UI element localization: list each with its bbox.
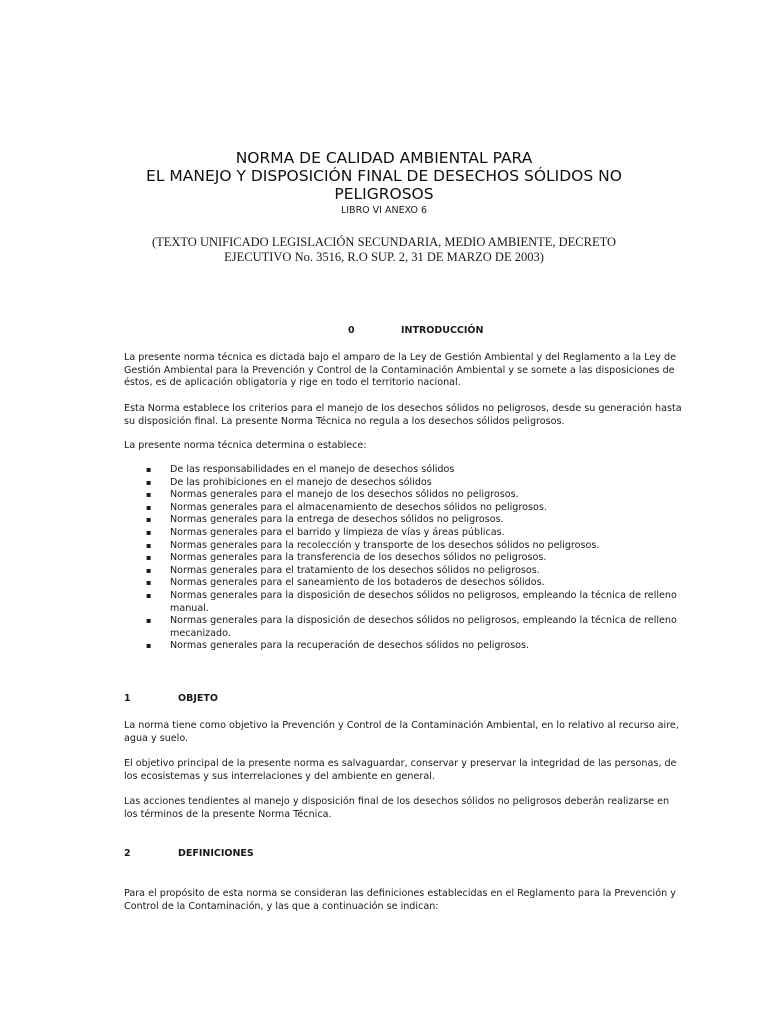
section-heading-intro: INTRODUCCIÓN <box>401 325 484 336</box>
bullet-text: De las responsabilidades en el manejo de desechos sólidos <box>170 464 455 475</box>
bullet-item <box>146 477 726 490</box>
bullet-text: Normas generales para la disposición de desechos sólidos no peligrosos, empleando la técnica de relleno manual. <box>170 589 677 614</box>
bullet-text: De las prohibiciones en el manejo de desechos sólidos <box>170 476 432 488</box>
section-heading-objeto: OBJETO <box>178 693 218 704</box>
bullet-text: Normas generales para la transferencia de los desechos sólidos no peligrosos. <box>170 552 547 564</box>
intro-paragraph-1: La presente norma técnica es dictada bajo el amparo de la Ley de Gestión Ambiental y del Reglamento a la Ley de Gestión Ambiental para la Prevención y Control de la Contaminación Ambiental y se somete a las disposiciones de éstos, es de aplicación obligatoria y rige en todo el territorio nacional. <box>124 352 677 389</box>
bullet-text: Normas generales para el barrido y limpieza de vías y áreas públicas. <box>170 526 505 538</box>
bullet-item <box>146 489 726 502</box>
objeto-paragraph-1: La norma tiene como objetivo la Prevención y Control de la Contaminación Ambiental, en lo relativo al recurso aire, agua y suelo. <box>124 720 679 744</box>
bullet-text: Normas generales para la disposición de desechos sólidos no peligrosos, empleando la técnica de relleno mecanizado. <box>170 615 677 639</box>
bullet-item <box>146 590 726 615</box>
section-number-definiciones: 2 <box>124 848 131 859</box>
bullet-square-icon: ▪ <box>146 540 152 550</box>
section-number-objeto: 1 <box>124 693 131 704</box>
bullet-text: Normas generales para la entrega de desechos sólidos no peligrosos. <box>170 514 504 526</box>
bullet-item <box>146 527 726 540</box>
bullet-square-icon: ▪ <box>146 527 152 537</box>
section-heading-definiciones: DEFINICIONES <box>178 848 254 859</box>
bullet-square-icon: ▪ <box>146 641 152 651</box>
bullet-square-icon: ▪ <box>146 465 152 474</box>
legislation-reference: (TEXTO UNIFICADO LEGISLACIÓN SECUNDARIA, MEDIO AMBIENTE, DECRETO EJECUTIVO No. 3516, R.O SUP. 2, 31 DE MARZO DE 2003) <box>151 235 617 264</box>
intro-paragraph-2: Esta Norma establece los criterios para el manejo de los desechos sólidos no peligrosos, desde su generación hasta su disposición final. La presente Norma Técnica no regula a los desechos sólidos peligrosos. <box>124 403 682 427</box>
document-title-line-1: NORMA DE CALIDAD AMBIENTAL PARA <box>235 149 533 167</box>
bullet-square-icon: ▪ <box>146 502 152 512</box>
document-title-line-2: EL MANEJO Y DISPOSICIÓN FINAL DE DESECHOS SÓLIDOS NO <box>146 167 622 185</box>
bullet-square-icon: ▪ <box>146 565 152 575</box>
definiciones-paragraph-1: Para el propósito de esta norma se consideran las definiciones establecidas en el Reglamento para la Prevención y Control de la Contaminación, y las que a continuación se indican: <box>124 888 676 912</box>
bullet-item <box>146 577 726 590</box>
bullet-item <box>146 565 726 578</box>
bullet-item <box>146 464 726 477</box>
objeto-paragraph-3: Las acciones tendientes al manejo y disposición final de los desechos sólidos no peligrosos deberán realizarse en los términos de la presente Norma Técnica. <box>124 796 670 820</box>
bullet-item <box>146 540 726 553</box>
bullet-text: Normas generales para la recuperación de desechos sólidos no peligrosos. <box>170 640 530 652</box>
bullet-square-icon: ▪ <box>146 616 152 626</box>
section-number-intro: 0 <box>348 325 355 336</box>
bullet-item <box>146 502 726 515</box>
bullet-text: Normas generales para la recolección y transporte de los desechos sólidos no peligrosos. <box>170 539 600 551</box>
bullet-item <box>146 640 726 653</box>
intro-bullet-list <box>146 464 726 653</box>
bullet-square-icon: ▪ <box>146 490 152 500</box>
bullet-item <box>146 552 726 565</box>
bullet-item <box>146 514 726 527</box>
bullet-square-icon: ▪ <box>146 578 152 588</box>
bullet-square-icon: ▪ <box>146 590 152 600</box>
intro-paragraph-3: La presente norma técnica determina o establece: <box>124 440 367 451</box>
bullet-text: Normas generales para el manejo de los desechos sólidos no peligrosos. <box>170 489 519 501</box>
bullet-square-icon: ▪ <box>146 553 152 563</box>
bullet-text: Normas generales para el saneamiento de los botaderos de desechos sólidos. <box>170 577 545 589</box>
bullet-item <box>146 615 726 640</box>
objeto-paragraph-2: El objetivo principal de la presente norma es salvaguardar, conservar y preservar la integridad de las personas, de los ecosistemas y sus interrelaciones y del ambiente en general. <box>124 758 677 782</box>
bullet-square-icon: ▪ <box>146 515 152 525</box>
document-title-line-3: PELIGROSOS <box>334 185 434 203</box>
bullet-text: Normas generales para el almacenamiento de desechos sólidos no peligrosos. <box>170 501 547 513</box>
bullet-text: Normas generales para el tratamiento de los desechos sólidos no peligrosos. <box>170 564 540 576</box>
bullet-square-icon: ▪ <box>146 477 152 487</box>
document-subtitle: LIBRO VI ANEXO 6 <box>340 205 428 216</box>
